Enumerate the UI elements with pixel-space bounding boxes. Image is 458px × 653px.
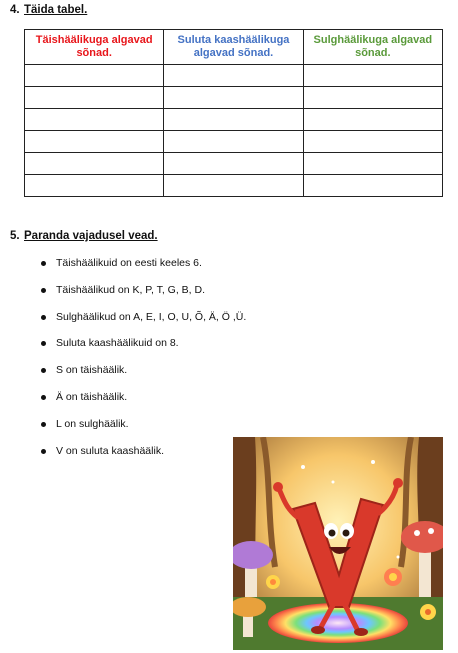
bullet-icon bbox=[41, 341, 46, 346]
bullet-icon bbox=[41, 315, 46, 320]
table-row bbox=[25, 65, 443, 87]
list-item bbox=[38, 309, 246, 336]
bullet-icon bbox=[41, 368, 46, 373]
list-item bbox=[38, 282, 246, 309]
list-item-text: V on suluta kaashäälik. bbox=[56, 444, 164, 457]
bullet-icon bbox=[41, 288, 46, 293]
column-header-label: Suluta kaashäälikuga algavad sõnad. bbox=[177, 34, 290, 59]
column-header-vowel-words bbox=[25, 30, 164, 65]
list-item-text: S on täishäälik. bbox=[56, 364, 128, 377]
table-row bbox=[25, 175, 443, 197]
table-cell[interactable] bbox=[25, 109, 164, 131]
letter-v-character-image bbox=[233, 437, 443, 650]
fill-in-table bbox=[24, 29, 443, 197]
list-item-text: Ä on täishäälik. bbox=[56, 390, 128, 403]
letter-v-illustration bbox=[233, 437, 443, 650]
table-row bbox=[25, 131, 443, 153]
table-row bbox=[25, 109, 443, 131]
bullet-icon bbox=[41, 449, 46, 454]
column-header-plosive-words bbox=[303, 30, 442, 65]
list-item bbox=[38, 389, 246, 416]
table-cell[interactable] bbox=[164, 65, 303, 87]
list-item bbox=[38, 255, 246, 282]
list-item bbox=[38, 443, 246, 470]
table-cell[interactable] bbox=[164, 131, 303, 153]
table-cell[interactable] bbox=[303, 87, 442, 109]
list-item-text: Suluta kaashäälikuid on 8. bbox=[56, 337, 179, 350]
table-cell[interactable] bbox=[25, 65, 164, 87]
table-row bbox=[25, 87, 443, 109]
table-cell[interactable] bbox=[303, 175, 442, 197]
section-4-heading bbox=[10, 4, 87, 16]
list-item-text: Sulghäälikud on A, E, I, O, U, Õ, Ä, Ö ,Ü. bbox=[56, 310, 247, 323]
table-cell[interactable] bbox=[25, 175, 164, 197]
bullet-icon bbox=[41, 261, 46, 266]
column-header-label: Sulghäälikuga algavad sõnad. bbox=[313, 34, 433, 59]
table-cell[interactable] bbox=[25, 87, 164, 109]
statement-list bbox=[38, 255, 246, 469]
table-cell[interactable] bbox=[164, 109, 303, 131]
section-5-heading bbox=[10, 230, 158, 242]
list-item bbox=[38, 362, 246, 389]
table-cell[interactable] bbox=[25, 131, 164, 153]
table-cell[interactable] bbox=[164, 175, 303, 197]
list-item bbox=[38, 335, 246, 362]
table-cell[interactable] bbox=[25, 153, 164, 175]
table-cell[interactable] bbox=[164, 153, 303, 175]
column-header-label: Täishäälikuga algavad sõnad. bbox=[35, 34, 153, 59]
column-header-sonorant-words bbox=[164, 30, 303, 65]
list-item-text: Täishäälikuid on eesti keeles 6. bbox=[56, 257, 202, 269]
list-item-text: L on sulghäälik. bbox=[56, 417, 129, 430]
section-4-number: 4. bbox=[10, 4, 20, 16]
table-row bbox=[25, 153, 443, 175]
section-4-title: Täida tabel. bbox=[24, 4, 88, 16]
table-cell[interactable] bbox=[303, 65, 442, 87]
table-header-row bbox=[25, 30, 443, 65]
section-5-title: Paranda vajadusel vead. bbox=[24, 230, 158, 242]
bullet-icon bbox=[41, 395, 46, 400]
section-5-number: 5. bbox=[10, 230, 20, 242]
table-cell[interactable] bbox=[303, 131, 442, 153]
list-item bbox=[38, 416, 246, 443]
table-cell[interactable] bbox=[303, 153, 442, 175]
table-cell[interactable] bbox=[164, 87, 303, 109]
table-cell[interactable] bbox=[303, 109, 442, 131]
list-item-text: Täishäälikud on K, P, T, G, B, D. bbox=[56, 283, 206, 296]
bullet-icon bbox=[41, 422, 46, 427]
